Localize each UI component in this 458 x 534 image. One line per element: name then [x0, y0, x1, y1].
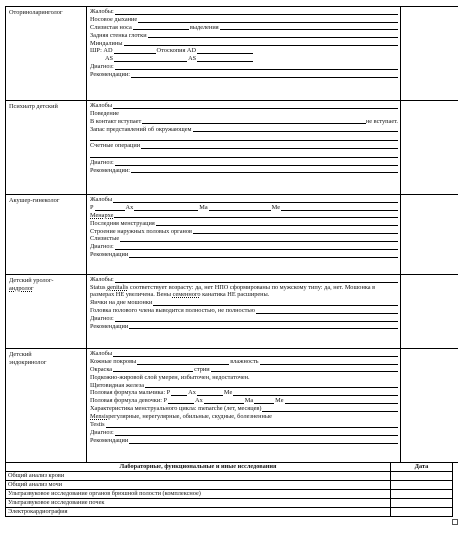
specialist-name: Психиатр детский — [6, 101, 87, 195]
diagnosis-field[interactable] — [115, 435, 398, 436]
status-text: соответствует возрасту: да, нет НПО сформированы по мужскому типу: да, нет. Мошонка в размерах НЕ увеличена. Вены — [90, 283, 376, 299]
ideas-field[interactable] — [193, 131, 398, 132]
label: влажность — [230, 357, 259, 365]
discharge-field[interactable] — [220, 29, 398, 30]
testis-field[interactable] — [106, 427, 398, 428]
status-text: канатика НЕ расширены. — [200, 291, 270, 299]
label: Миндалины — [90, 39, 123, 47]
label: В контакт вступает — [90, 117, 142, 125]
label: Жалобы — [90, 195, 113, 203]
uro-fields — [87, 275, 401, 349]
label: выделения — [189, 23, 219, 31]
girl-p-field[interactable] — [168, 403, 194, 404]
specialist-name-line1: Детский — [9, 351, 32, 358]
menstrual-field[interactable] — [262, 411, 398, 412]
table-row — [6, 490, 453, 499]
status-genitalis-text — [90, 284, 398, 299]
girl-me-field[interactable] — [285, 403, 398, 404]
lab-date-cell[interactable] — [391, 481, 453, 490]
label: Подкожно-жировой слой умерен, избыточен, недостаточен. — [90, 373, 250, 381]
section-endocrinologist — [6, 349, 458, 463]
specialist-name — [6, 349, 87, 463]
label: Окраска — [90, 365, 113, 373]
me-field[interactable] — [281, 210, 398, 211]
label: Диагноз: — [90, 243, 114, 251]
label: Рекомендации — [90, 251, 129, 259]
label: Рекомендации: — [90, 166, 130, 174]
label: Жалобы: — [90, 275, 114, 283]
lab-date-cell[interactable] — [391, 499, 453, 508]
label: Testis — [90, 421, 105, 428]
lab-name: Ультразвуковое исследование органов брюшной полости (комплексное) — [6, 490, 391, 499]
specialist-name — [6, 275, 87, 349]
label: Me — [223, 389, 233, 397]
shr-ad-field[interactable] — [114, 53, 156, 54]
table-row — [6, 499, 453, 508]
recommendations-field[interactable] — [129, 328, 398, 329]
label: Последняя менструация — [90, 219, 155, 227]
status-text: genitalis — [106, 283, 129, 291]
complaints-field[interactable] — [115, 14, 398, 15]
last-mens-field[interactable] — [156, 225, 398, 226]
blank-line[interactable] — [90, 134, 398, 142]
label: Слизистая носа — [90, 23, 132, 31]
endo-fields — [87, 349, 401, 463]
section-gynecologist — [6, 195, 458, 275]
otoscopy-as-field[interactable] — [197, 61, 253, 62]
label: Ma — [244, 397, 254, 405]
lab-date-cell[interactable] — [391, 490, 453, 499]
label: не вступает. — [365, 117, 398, 125]
label: регулярные, нерегулярные, обильные, скудные, болезненные — [108, 413, 272, 421]
lab-name: Общий анализ мочи — [6, 481, 391, 490]
date-cell[interactable] — [401, 349, 458, 463]
recommendations-field[interactable] — [131, 172, 398, 173]
gyn-fields — [87, 195, 401, 275]
status-text: Status — [90, 283, 107, 291]
specialist-name: Акушер-гинеколог — [6, 195, 87, 275]
diagnosis-field[interactable] — [115, 321, 398, 322]
label: Ax — [195, 397, 203, 405]
section-urologist — [6, 275, 458, 349]
label: Mensis — [90, 413, 109, 421]
recommendations-field[interactable] — [129, 443, 398, 444]
label: Ax — [125, 203, 134, 211]
lab-date-cell[interactable] — [391, 472, 453, 481]
complaints-field[interactable] — [113, 356, 398, 357]
nasal-breathing-field[interactable] — [138, 22, 398, 23]
label: Диагноз: — [90, 158, 114, 166]
blank-line[interactable] — [90, 150, 398, 158]
specialist-name: Оториноларинголог — [6, 7, 87, 101]
lab-date-cell[interactable] — [391, 508, 453, 517]
testes-field[interactable] — [153, 305, 398, 306]
contact-field[interactable] — [142, 123, 366, 124]
section-ent — [6, 7, 458, 101]
label: Счетные операции — [90, 142, 141, 150]
label: Диагноз: — [90, 63, 114, 71]
ma-field[interactable] — [209, 210, 271, 211]
label: стрии — [194, 365, 210, 373]
complaints-field[interactable] — [113, 108, 398, 109]
label: Диагноз: — [90, 314, 114, 322]
medical-form — [5, 6, 453, 517]
label: Половая формула мальчика: P — [90, 389, 171, 397]
shr-as-field[interactable] — [114, 61, 187, 62]
date-header: Дата — [391, 463, 453, 472]
label: Рекомендации: — [90, 71, 130, 79]
label: Жалобы — [90, 349, 113, 357]
lab-header-row — [6, 463, 453, 472]
girl-ax-field[interactable] — [204, 403, 244, 404]
recommendations-field[interactable] — [131, 77, 398, 78]
label: Характеристика менструального цикла: menarche (лет, месяцев) — [90, 405, 262, 413]
label: Жалобы — [90, 101, 113, 109]
label: Запас представлений об окружающем — [90, 125, 192, 133]
complaints-field[interactable] — [115, 282, 398, 283]
label: Кожные покровы — [90, 357, 137, 365]
label: ШР: AD — [90, 47, 113, 55]
boy-ax-field[interactable] — [197, 395, 223, 396]
label: Ax — [188, 389, 196, 397]
thyroid-field[interactable] — [145, 387, 398, 388]
label: AS — [188, 55, 197, 63]
psych-fields — [87, 101, 401, 195]
status-text: семенного — [172, 291, 201, 299]
ax-field[interactable] — [134, 210, 198, 211]
specialist-name-line2: андролог — [9, 284, 34, 292]
skin-field[interactable] — [137, 364, 229, 365]
resize-handle[interactable] — [452, 519, 458, 525]
boy-p-field[interactable] — [171, 395, 187, 396]
lab-table — [5, 462, 453, 517]
diagnosis-field[interactable] — [115, 165, 398, 166]
color-field[interactable] — [113, 371, 193, 372]
tonsils-field[interactable] — [124, 45, 398, 46]
label: Жалобы: — [90, 7, 114, 15]
lab-name: Общий анализ крови — [6, 472, 391, 481]
date-cell[interactable] — [401, 7, 458, 101]
label: P — [90, 203, 94, 211]
date-cell[interactable] — [401, 195, 458, 275]
table-row — [6, 472, 453, 481]
lab-header: Лабораторные, функциональные и иные исследования — [6, 463, 391, 472]
label: Рекомендации — [90, 322, 129, 330]
boy-me-field[interactable] — [233, 395, 398, 396]
counting-field[interactable] — [141, 148, 398, 149]
section-psychiatrist — [6, 101, 458, 195]
moisture-field[interactable] — [260, 364, 398, 365]
table-row — [6, 481, 453, 490]
label: Диагноз: — [90, 428, 114, 436]
specialist-table — [5, 6, 458, 463]
recommendations-field[interactable] — [129, 257, 398, 258]
pharynx-field[interactable] — [148, 37, 398, 38]
label: Строение наружных половых органов — [90, 227, 193, 235]
label: Слизистые — [90, 235, 120, 243]
ent-fields — [87, 7, 401, 101]
specialist-name-line1: Детский уролог- — [9, 277, 54, 284]
label: Головка полового члена выводится полностью, не полностью — [90, 306, 255, 314]
label: Me — [275, 397, 284, 405]
label: Поведение — [90, 109, 119, 117]
date-cell[interactable] — [401, 275, 458, 349]
label: Щитовидная железа — [90, 381, 145, 389]
date-cell[interactable] — [401, 101, 458, 195]
label: AS — [105, 55, 114, 63]
specialist-name-line2: эндокринолог — [9, 358, 47, 366]
mucosa-field[interactable] — [120, 241, 398, 242]
striae-field[interactable] — [211, 371, 398, 372]
girl-ma-field[interactable] — [254, 403, 274, 404]
label: Менархе — [90, 211, 114, 219]
label: Яички на дне мошонки — [90, 299, 153, 307]
lab-name: Ультразвуковое исследование почек — [6, 499, 391, 508]
p-field[interactable] — [95, 210, 125, 211]
genitals-field[interactable] — [193, 233, 398, 234]
label: Рекомендации — [90, 436, 129, 444]
label: Me — [271, 203, 281, 211]
mucosa-field[interactable] — [133, 29, 189, 30]
table-row — [6, 508, 453, 517]
label: Отоскопия AD — [156, 47, 197, 55]
diagnosis-field[interactable] — [115, 69, 398, 70]
label: Половая формула девочки: P — [90, 397, 168, 405]
label: Ma — [199, 203, 208, 211]
diagnosis-field[interactable] — [115, 249, 398, 250]
menarche-field[interactable] — [114, 217, 398, 218]
glans-field[interactable] — [256, 313, 398, 314]
label: Задняя стенка глотки — [90, 31, 147, 39]
complaints-field[interactable] — [113, 202, 398, 203]
label: Носовое дыхание — [90, 15, 138, 23]
lab-name: Электрокардиография — [6, 508, 391, 517]
otoscopy-ad-field[interactable] — [197, 53, 253, 54]
